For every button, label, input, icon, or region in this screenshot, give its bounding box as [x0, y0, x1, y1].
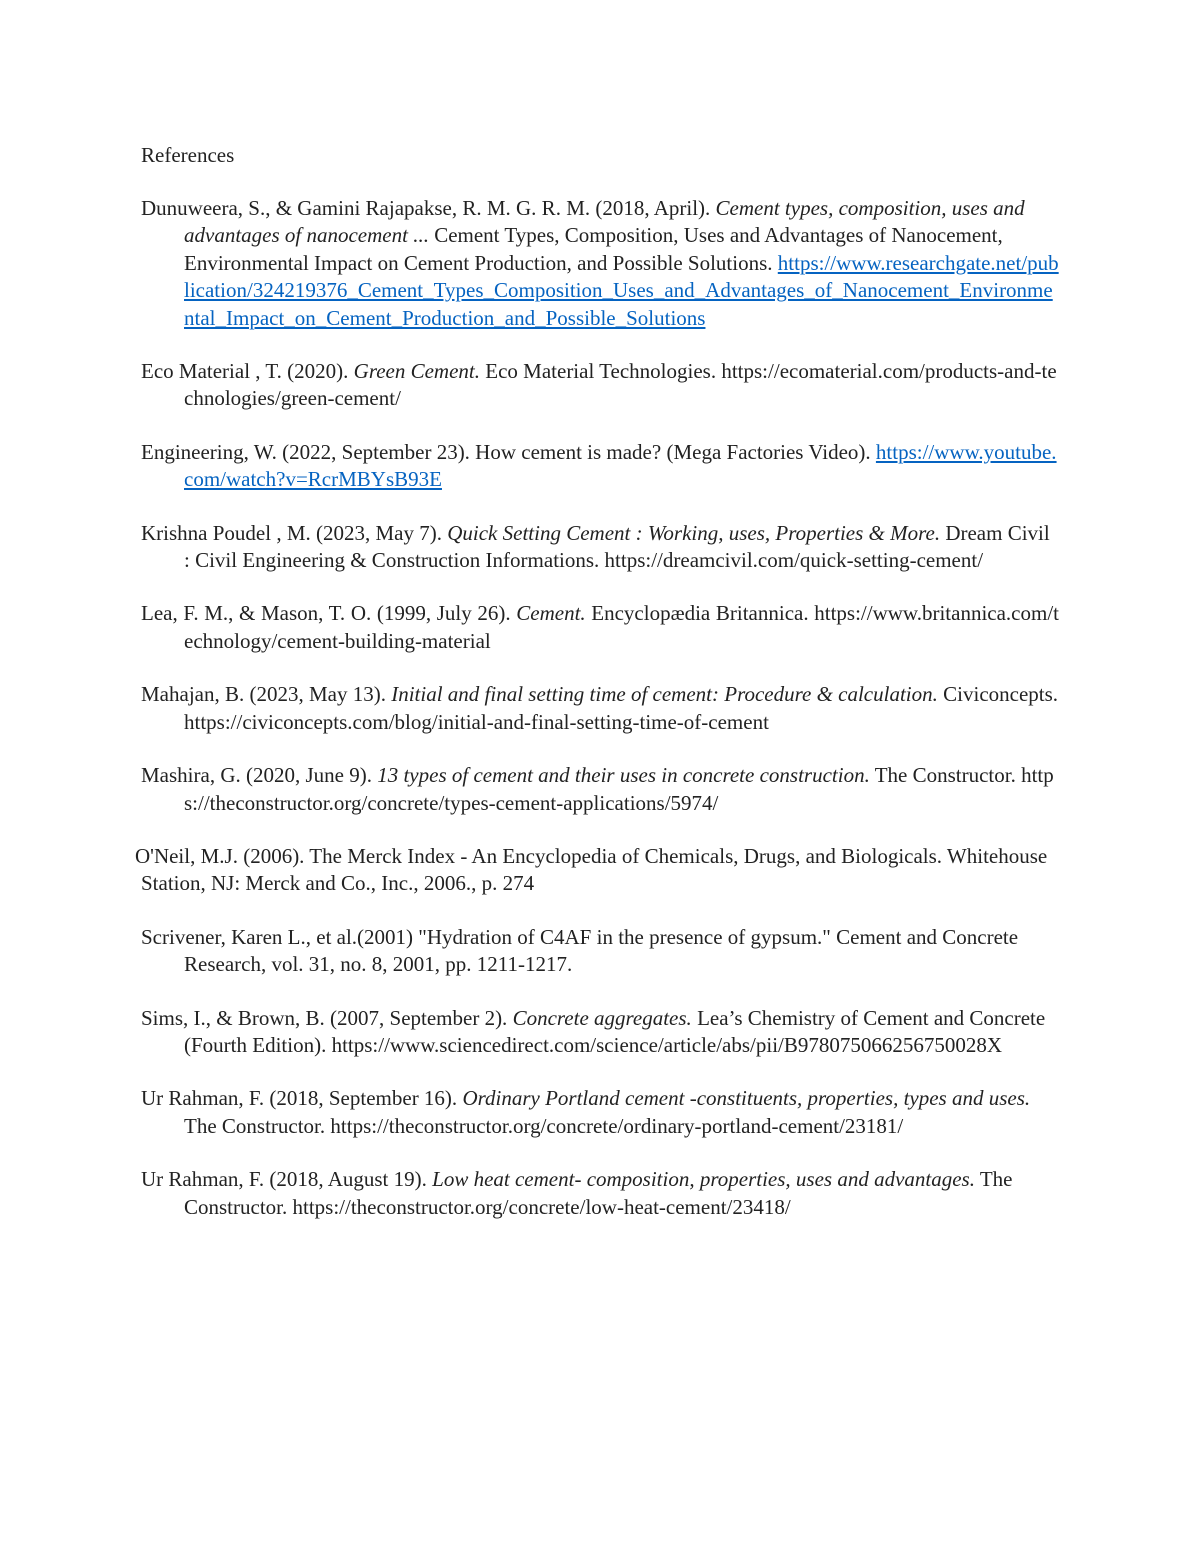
reference-title: Low heat cement- composition, properties, uses and advantages. [432, 1167, 975, 1192]
reference-entry-eco-material [141, 358, 1059, 413]
reference-entry-engineering [141, 439, 1059, 494]
reference-text: Scrivener, Karen L., et al.(2001) "Hydration of C4AF in the presence of gypsum." Cement and Concrete Research, vol. 31, no. 8, 2001, pp. 1211-1217. [141, 924, 1019, 977]
reference-text: O'Neil, M.J. (2006). The Merck Index - An Encyclopedia of Chemicals, Drugs, and Biologicals. Whitehouse Station, NJ: Merck and Co., Inc., 2006., p. 274 [135, 843, 1048, 896]
reference-entry-lea-mason [141, 600, 1059, 655]
reference-authors-date: Mashira, G. (2020, June 9). [141, 763, 378, 788]
reference-url: https://theconstructor.org/concrete/low-heat-cement/23418/ [292, 1194, 791, 1219]
reference-entry-mahajan [141, 681, 1059, 736]
reference-url: https://ecomaterial.com/products-and-technologies/green-cement/ [184, 359, 1057, 411]
reference-link[interactable]: https://www.youtube.com/watch?v=RcrMBYsB93E [184, 439, 1057, 492]
reference-entry-dunuweera [141, 195, 1059, 332]
reference-source: Encyclopædia Britannica. [585, 601, 815, 626]
reference-entry-ur-rahman-aug [141, 1166, 1059, 1221]
reference-link[interactable]: https://www.researchgate.net/publication/324219376_Cement_Types_Composition_Uses_and_Advantages_of_Nanocement_Environmental_Impact_on_Cement_Production_and_Possible_Solutions [184, 250, 1059, 330]
reference-source: The Constructor. [869, 763, 1022, 788]
reference-title: Cement. [516, 601, 586, 626]
reference-entry-scrivener [141, 924, 1059, 979]
reference-source: The Constructor. [184, 1113, 331, 1138]
reference-title: Concrete aggregates. [512, 1005, 692, 1030]
reference-url: https://theconstructor.org/concrete/ordinary-portland-cement/23181/ [330, 1113, 904, 1138]
reference-authors-date: Lea, F. M., & Mason, T. O. (1999, July 26). [141, 601, 517, 626]
reference-entry-oneil [135, 843, 1059, 898]
reference-list [135, 195, 1059, 1247]
references-heading: References [141, 143, 235, 167]
reference-url: https://dreamcivil.com/quick-setting-cement/ [604, 548, 984, 573]
reference-authors-date: Krishna Poudel , M. (2023, May 7). [141, 520, 448, 545]
reference-source: Eco Material Technologies. [480, 359, 722, 384]
reference-authors-date: Dunuweera, S., & Gamini Rajapakse, R. M. G. R. M. (2018, April). [141, 196, 716, 220]
reference-source: Dream Civil : Civil Engineering & Construction Informations. [184, 520, 1050, 573]
reference-source: Lea’s Chemistry of Cement and Concrete (Fourth Edition). [184, 1005, 1046, 1057]
reference-authors-date: Ur Rahman, F. (2018, September 16). [141, 1086, 463, 1111]
reference-url: https://civiconcepts.com/blog/initial-and-final-setting-time-of-cement [184, 709, 769, 734]
reference-authors-date: Mahajan, B. (2023, May 13). [141, 682, 392, 707]
reference-title: Cement types, composition, uses and advantages of nanocement ... [184, 196, 1025, 248]
reference-entry-ur-rahman-sept [141, 1085, 1059, 1140]
reference-url: https://theconstructor.org/concrete/types-cement-applications/5974/ [184, 763, 1054, 815]
reference-source: Civiconcepts. [937, 682, 1059, 707]
reference-entry-mashira [141, 762, 1059, 817]
reference-title: Initial and final setting time of cement: Procedure & calculation. [391, 682, 938, 707]
reference-entry-sims-brown [141, 1005, 1059, 1060]
reference-title: Quick Setting Cement : Working, uses, Properties & More. [447, 520, 941, 545]
reference-authors-date: Ur Rahman, F. (2018, August 19). [141, 1167, 433, 1192]
reference-title: Ordinary Portland cement -constituents, properties, types and uses. [462, 1086, 1031, 1111]
reference-source: Cement Types, Composition, Uses and Advantages of Nanocement, Environmental Impact on Cement Production, and Possible Solutions. [184, 223, 1003, 275]
reference-entry-krishna-poudel [141, 520, 1059, 575]
reference-url: https://www.sciencedirect.com/science/article/abs/pii/B978075066256750028X [331, 1032, 1003, 1057]
reference-title: Green Cement. [353, 359, 481, 384]
reference-authors-date: Eco Material , T. (2020). [141, 359, 354, 384]
reference-authors-date: Engineering, W. (2022, September 23). How cement is made? (Mega Factories Video). [141, 439, 876, 464]
reference-title: 13 types of cement and their uses in concrete construction. [377, 763, 870, 788]
reference-authors-date: Sims, I., & Brown, B. (2007, September 2). [141, 1005, 513, 1030]
reference-source: The Constructor. [184, 1167, 1013, 1219]
reference-url: https://www.britannica.com/technology/cement-building-material [184, 601, 1059, 653]
